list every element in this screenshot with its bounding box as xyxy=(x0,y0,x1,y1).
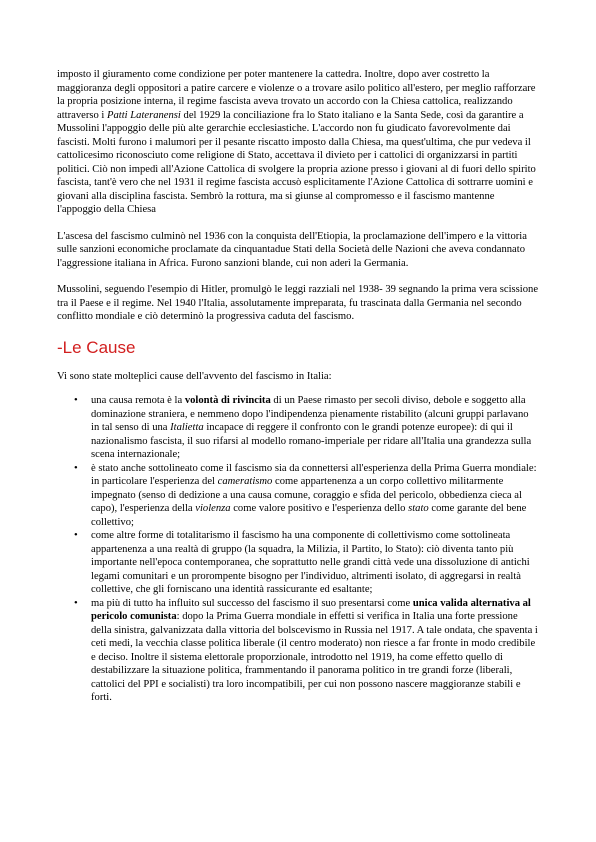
section-title: -Le Cause xyxy=(57,337,136,357)
list-item: • ma più di tutto ha influito sul successo del fascismo il suo presentarsi come unica valida alternativa al pericolo comunista: dopo la Prima Guerra mondiale in effetti si verifica in Italia una forte pressione della sinistra, galvanizzata dalla vittoria del bolscevismo in Russia nel 1917. A tale ondata, che spaventa i ceti medi, la vecchia classe politica liberale (il centro moderato) non riesce a far fronte in modo credibile e deciso. Inoltre il sistema elettorale proporzionale, introdotto nel 1919, ha come effetto quello di destabilizzare la situazione politica, frammentando il panorama politico in tre grandi forze (liberali, cattolici del PPI e socialisti) tra loro incompatibili, per cui non possono nascere maggioranze stabili e forti. xyxy=(74,597,538,703)
bullet-icon: • xyxy=(74,530,78,541)
section-intro: Vi sono state molteplici cause dell'avvento del fascismo in Italia: xyxy=(57,370,332,382)
paragraph-lateran-pacts: imposto il giuramento come condizione per poter mantenere la cattedra. Inoltre, dopo aver costretto la maggioranza degli oppositori a patire carcere e violenze o a trovare asilo politico all'estero, per meglio rafforzare la propria posizione interna, il regime fascista aveva trovato un accordo con la Chiesa cattolica, realizzando attraverso i Patti Lateranensi del 1929 la conciliazione fra lo Stato italiano e la Santa Sede, così da garantire a Mussolini l'appoggio delle più alte gerarchie ecclesiastiche. L'accordo non fu giudicato favorevolmente dai fascisti. Molti furono i malumori per il pesante riscatto imposto dalla Chiesa, ma quest'ultima, che pur vedeva il cattolicesimo riconosciuto come religione di Stato, accettava il divieto per i cattolici di organizzarsi in partiti politici. Ciò non impedì all'Azione Cattolica di svolgere la propria azione presso i giovani al di fuori dello spirito fascista, tant'è vero che nel 1931 il regime fascista accusò esplicitamente l'Azione Cattolica di sottrarre uomini e giovani alla disciplina fascista. Sembrò la rottura, ma si giunse al compromesso e il fascismo mantenne l'appoggio della Chiesa xyxy=(57,69,536,215)
paragraph-racial-laws: Mussolini, seguendo l'esempio di Hitler, promulgò le leggi razziali nel 1938- 39 segnando la prima vera scissione tra il Paese e il regime. Nel 1940 l'Italia, assolutamente impreparata, fu trascinata dalla Germania nel secondo conflitto mondiale e ciò determinò la progressiva caduta del fascismo. xyxy=(57,284,539,322)
bullet-icon: • xyxy=(74,462,78,474)
paragraph-ethiopia: L'ascesa del fascismo culminò nel 1936 con la conquista dell'Etiopia, la proclamazione dell'impero e la vittoria sulle sanzioni economiche proclamate da cinquantadue Stati della Società delle Nazioni che aveva condannato l'aggressione italiana in Africa. Furono sanzioni blande, cui non aderì la Germania. xyxy=(57,230,527,269)
bullet-icon: • xyxy=(74,597,78,609)
bullet-icon: • xyxy=(74,395,78,406)
causes-list xyxy=(57,394,539,705)
list-item: • è stato anche sottolineato come il fascismo sia da connettersi all'esperienza della Prima Guerra mondiale: in particolare l'esperienza del cameratismo come appartenenza a un corpo collettivo militarmente impegnato (senso di dedizione a una causa comune, coraggio e sfida del pericolo, obbedienza cieca al capo), l'esperienza della violenza come valore positivo e l'esperienza dello stato come garante del bene collettivo; xyxy=(74,462,537,528)
list-item: • come altre forme di totalitarismo il fascismo ha una componente di collettivismo come sottolineata appartenenza a una realtà di gruppo (la squadra, la Milizia, il Partito, lo Stato): ciò diventa tanto più importante nell'epoca contemporanea, che soprattutto nelle grandi città vede una dissoluzione di antichi legami comunitari e un prorompente bisogno per l'individuo, altrimenti isolato, di aggregarsi in realtà collettive, che gli forniscano una identità rassicurante ed esaltante; xyxy=(74,530,530,595)
list-item: • una causa remota è la volontà di rivincita di un Paese rimasto per secoli diviso, debole e soggetto alla dominazione straniera, e nemmeno dopo l'indipendenza pienamente ristabilito (alcuni gruppi parlavano in tal senso di una Italietta incapace di reggere il confronto con le grandi potenze europee): di qui il nazionalismo fascista, il suo rifarsi al modello romano-imperiale per ridare all'Italia una grandezza sulla scena internazionale; xyxy=(74,395,532,460)
